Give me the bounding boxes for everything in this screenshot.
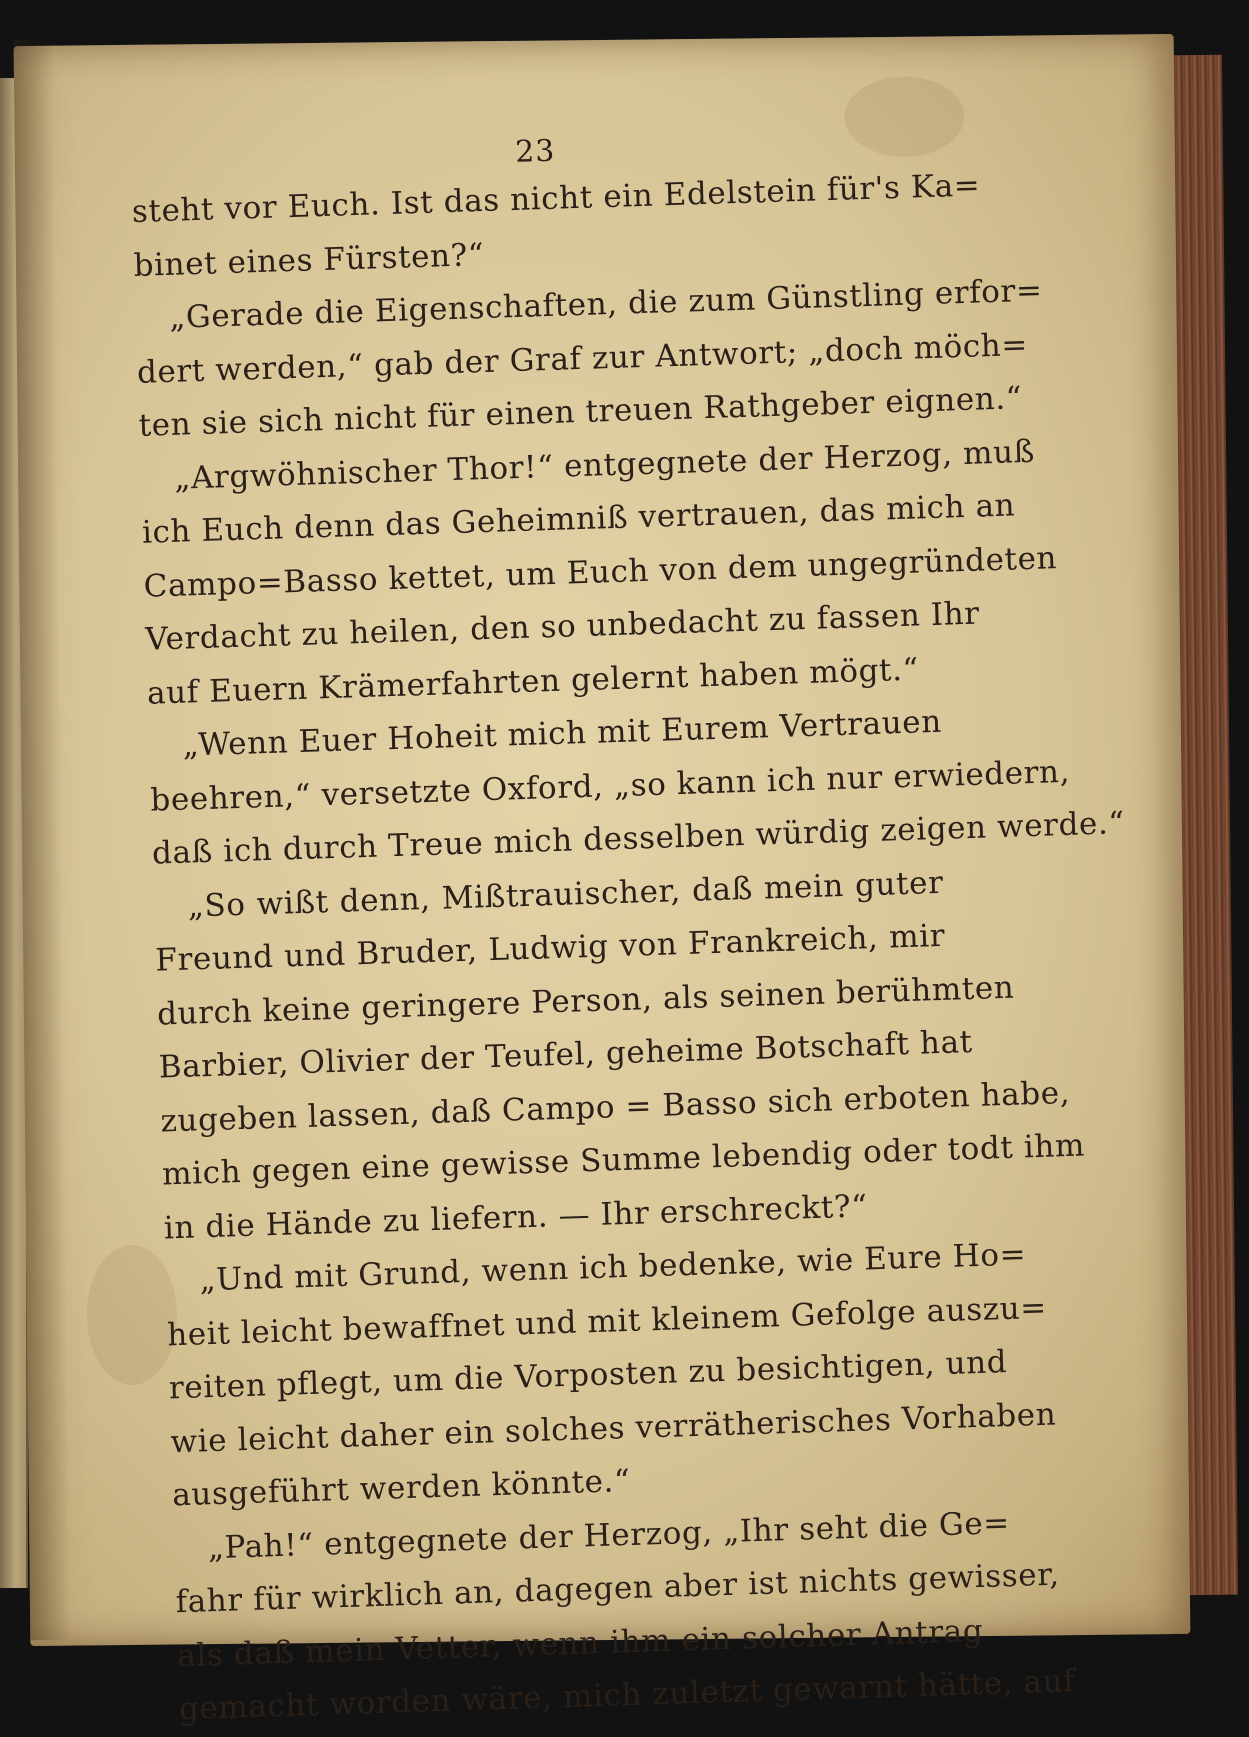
text-line: „Pah!“ entgegnete der Herzog, „Ihr seht die Ge=: [207, 1504, 1011, 1566]
text-line: „So wißt denn, Mißtrauischer, daß mein guter: [187, 864, 944, 925]
text-line: ausgeführt werden könnte.“: [171, 1462, 631, 1514]
text-line: Campo=Basso kettet, um Euch von dem ungegründeten: [143, 539, 1058, 605]
text-line: beehren,“ versetzte Oxford, „so kann ich nur erwiedern,: [149, 753, 1071, 819]
text-line: auf Euern Krämerfahrten gelernt haben mögt.“: [146, 650, 920, 712]
text-line: reiten pflegt, um die Vorposten zu besichtigen, und: [168, 1344, 1008, 1407]
text-line: binet eines Fürsten?“: [133, 236, 485, 284]
text-line: „Wenn Euer Hoheit mich mit Eurem Vertrauen: [182, 703, 943, 764]
text-line: ich Euch denn das Geheimniß vertrauen, das mich an: [141, 487, 1016, 551]
text-line: heit leicht bewaffnet und mit kleinem Gefolge auszu=: [166, 1289, 1048, 1353]
paper-stain: [86, 1244, 177, 1385]
text-line: dert werden,“ gab der Graf zur Antwort; „doch möch=: [136, 326, 1029, 391]
text-line: durch keine geringere Person, als seinen berühmten: [156, 969, 1015, 1033]
text-line: als daß mein Vetter, wenn ihm ein solcher Antrag: [176, 1612, 984, 1674]
text-line: Verdacht zu heilen, den so unbedacht zu fassen Ihr: [144, 595, 981, 658]
text-lines: [131, 161, 1126, 1737]
text-line: „Und mit Grund, wenn ich bedenke, wie Eure Ho=: [198, 1236, 1027, 1299]
text-line: „Argwöhnischer Thor!“ entgegnete der Herzog, muß: [173, 433, 1036, 497]
text-line: zugeben lassen, daß Campo = Basso sich erboten habe,: [159, 1074, 1071, 1140]
text-line: steht vor Euch. Ist das nicht ein Edelstein für's Ka=: [131, 167, 981, 230]
text-line: Barbier, Olivier der Teufel, geheime Botschaft hat: [158, 1023, 974, 1086]
text-line: daß ich durch Treue mich desselben würdig zeigen werde.“: [151, 805, 1126, 872]
text-line: fahr für wirklich an, dagegen aber ist nichts gewisser,: [175, 1556, 1061, 1621]
text-line: in die Hände zu liefern. — Ihr erschreckt?“: [163, 1187, 869, 1246]
text-line: Freund und Bruder, Ludwig von Frankreich, mir: [154, 917, 946, 979]
text-line: mich gegen eine gewisse Summe lebendig oder todt ihm: [161, 1127, 1086, 1193]
page-number: 23: [514, 133, 556, 170]
page-text-block: [130, 125, 1126, 1737]
text-line: „Gerade die Eigenschaften, die zum Günstling erfor=: [168, 272, 1044, 336]
text-line: gemacht worden wäre, mich zuletzt gewarnt hätte, auf: [178, 1663, 1076, 1728]
text-line: ten sie sich nicht für einen treuen Rathgeber eignen.“: [138, 380, 1023, 444]
text-line: wie leicht daher ein solches verrätherisches Vorhaben: [170, 1396, 1057, 1460]
